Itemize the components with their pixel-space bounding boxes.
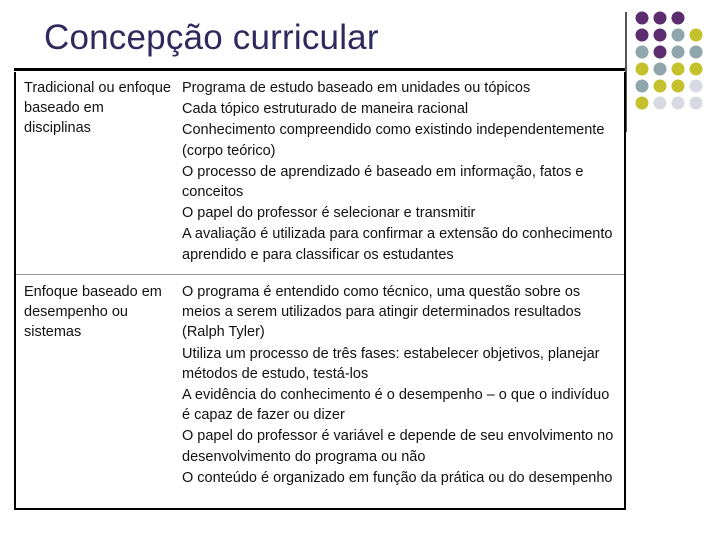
decorative-dot xyxy=(672,12,685,25)
list-item: Programa de estudo baseado em unidades ou tópicos xyxy=(182,80,531,96)
decorative-dot xyxy=(672,97,685,110)
list-item: O conteúdo é organizado em função da prática ou do desempenho xyxy=(182,469,613,486)
row-content xyxy=(182,78,620,266)
decorative-dot-grid xyxy=(630,10,720,120)
row-content xyxy=(182,282,620,489)
row-label: Tradicional ou enfoque baseado em disciplinas xyxy=(24,80,171,136)
decorative-dot xyxy=(636,29,649,42)
list-item: Utiliza um processo de três fases: estabelecer objetivos, planejar métodos de estudo, testá-los xyxy=(182,345,600,382)
list-item: Cada tópico estruturado de maneira racional xyxy=(182,101,469,118)
decorative-dot xyxy=(690,97,703,110)
row-label: Enfoque baseado em desempenho ou sistemas xyxy=(24,284,162,340)
decorative-dot xyxy=(636,97,649,110)
decorative-dot xyxy=(672,80,685,93)
curriculum-table xyxy=(14,72,626,510)
decorative-dot xyxy=(690,29,703,42)
list-item: O papel do professor é selecionar e transmitir xyxy=(182,205,476,222)
decorative-dot xyxy=(690,63,703,76)
list-item: O programa é entendido como técnico, uma questão sobre os meios a serem utilizados para atingir determinados resultados (Ralph Tyler) xyxy=(182,284,581,341)
decorative-dot xyxy=(654,63,667,76)
decorative-dot xyxy=(654,80,667,93)
row-divider xyxy=(16,274,624,275)
decorative-dot xyxy=(654,46,667,59)
decorative-dot xyxy=(636,80,649,93)
decorative-dot xyxy=(654,97,667,110)
list-item: O papel do professor é variável e depende de seu envolvimento no desenvolvimento do programa ou não xyxy=(182,428,614,465)
dot-grid-graphic xyxy=(630,10,720,120)
decorative-dot xyxy=(690,80,703,93)
decorative-dot xyxy=(636,12,649,25)
decorative-dot xyxy=(672,29,685,42)
table-row xyxy=(16,72,624,276)
decorative-dot xyxy=(636,46,649,59)
decorative-dot xyxy=(654,29,667,42)
decorative-dot xyxy=(636,63,649,76)
decorative-dot xyxy=(672,46,685,59)
table-row xyxy=(16,276,624,508)
slide-title: Concepção curricular xyxy=(44,18,379,57)
list-item: A evidência do conhecimento é o desempenho – o que o indivíduo é capaz de fazer ou dizer xyxy=(182,387,610,424)
title-underline xyxy=(14,68,626,71)
decorative-dot xyxy=(690,46,703,59)
list-item: O processo de aprendizado é baseado em informação, fatos e conceitos xyxy=(182,163,584,201)
decorative-dot xyxy=(672,63,685,76)
decorative-dot xyxy=(654,12,667,25)
list-item: A avaliação é utilizada para confirmar a extensão do conhecimento aprendido e para classificar os estudantes xyxy=(182,226,613,263)
list-item: Conhecimento compreendido como existindo independentemente (corpo teórico) xyxy=(182,122,605,159)
